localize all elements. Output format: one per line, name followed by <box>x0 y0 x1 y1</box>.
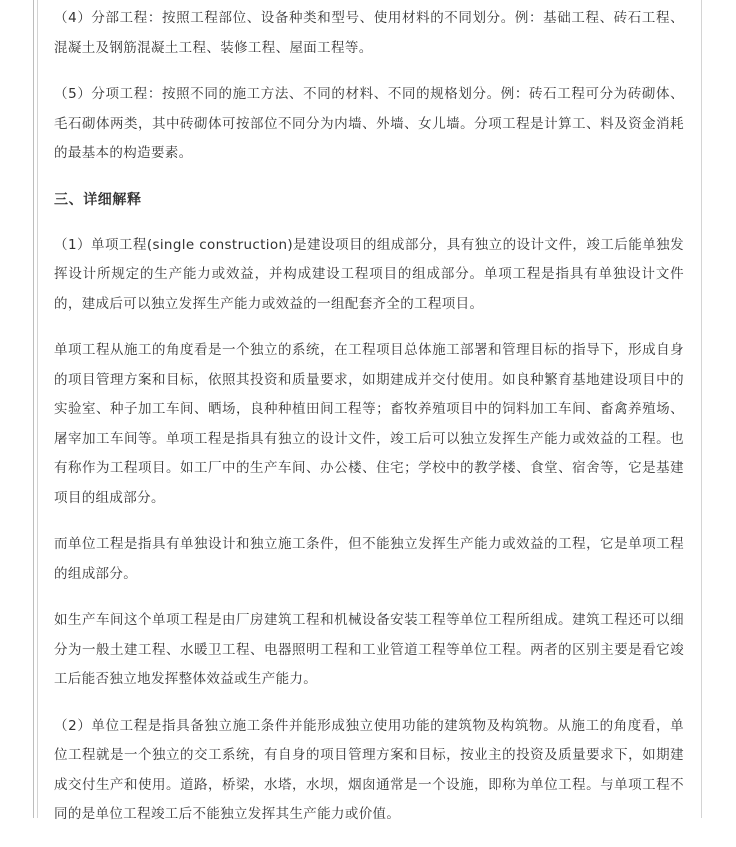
paragraph-workshop-example: 如生产车间这个单项工程是由厂房建筑工程和机械设备安装工程等单位工程所组成。建筑工程还可以细分为一般土建工程、水暖卫工程、电器照明工程和工业管道工程等单位工程。两者的区别主要是看它竣工后能否独立地发挥整体效益或生产能力。 <box>54 612 684 687</box>
section-heading-detailed-explanation: 三、详细解释 <box>54 191 142 208</box>
paragraph-single-construction-detail: 单项工程从施工的角度看是一个独立的系统，在工程项目总体施工部署和管理目标的指导下，形成自身的项目管理方案和目标，依照其投资和质量要求，如期建成并交付使用。如良种繁育基地建设项目中的实验室、种子加工车间、晒场，良种种植田间工程等；畜牧养殖项目中的饲料加工车间、畜禽养殖场、屠宰加工车间等。单项工程是指具有独立的设计文件，竣工后可以独立发挥生产能力或效益的工程。也有称作为工程项目。如工厂中的生产车间、办公楼、住宅；学校中的教学楼、食堂、宿舍等，它是基建项目的组成部分。 <box>54 342 684 506</box>
paragraph-single-construction: （1）单项工程(single construction)是建设项目的组成部分，具有独立的设计文件，竣工后能单独发挥设计所规定的生产能力或效益，并构成建设工程项目的组成部分。单项工程是指具有单独设计文件的，建成后可以独立发挥生产能力或效益的一组配套齐全的工程项目。 <box>54 236 684 312</box>
right-border-line <box>701 0 702 818</box>
left-border-line <box>33 0 34 818</box>
article-body <box>54 4 684 847</box>
paragraph-unit-works-definition: 而单位工程是指具有单独设计和独立施工条件，但不能独立发挥生产能力或效益的工程，它是单项工程的组成部分。 <box>54 536 684 582</box>
left-border-line-inner <box>37 0 38 818</box>
paragraph-sub-item-works: （5）分项工程：按照不同的施工方法、不同的材料、不同的规格划分。例：砖石工程可分为砖砌体、毛石砌体两类，其中砖砌体可按部位不同分为内墙、外墙、女儿墙。分项工程是计算工、料及资金消耗的最基本的构造要素。 <box>54 86 684 161</box>
paragraph-sub-division-works: （4）分部工程：按照工程部位、设备种类和型号、使用材料的不同划分。例：基础工程、砖石工程、混凝土及钢筋混凝土工程、装修工程、屋面工程等。 <box>54 10 684 56</box>
paragraph-unit-works: （2）单位工程是指具备独立施工条件并能形成独立使用功能的建筑物及构筑物。从施工的角度看，单位工程就是一个独立的交工系统，有自身的项目管理方案和目标，按业主的投资及质量要求下，如期建成交付生产和使用。道路，桥梁，水塔，水坝，烟囱通常是一个设施，即称为单位工程。与单项工程不同的是单位工程竣工后不能独立发挥其生产能力或价值。 <box>54 717 684 822</box>
